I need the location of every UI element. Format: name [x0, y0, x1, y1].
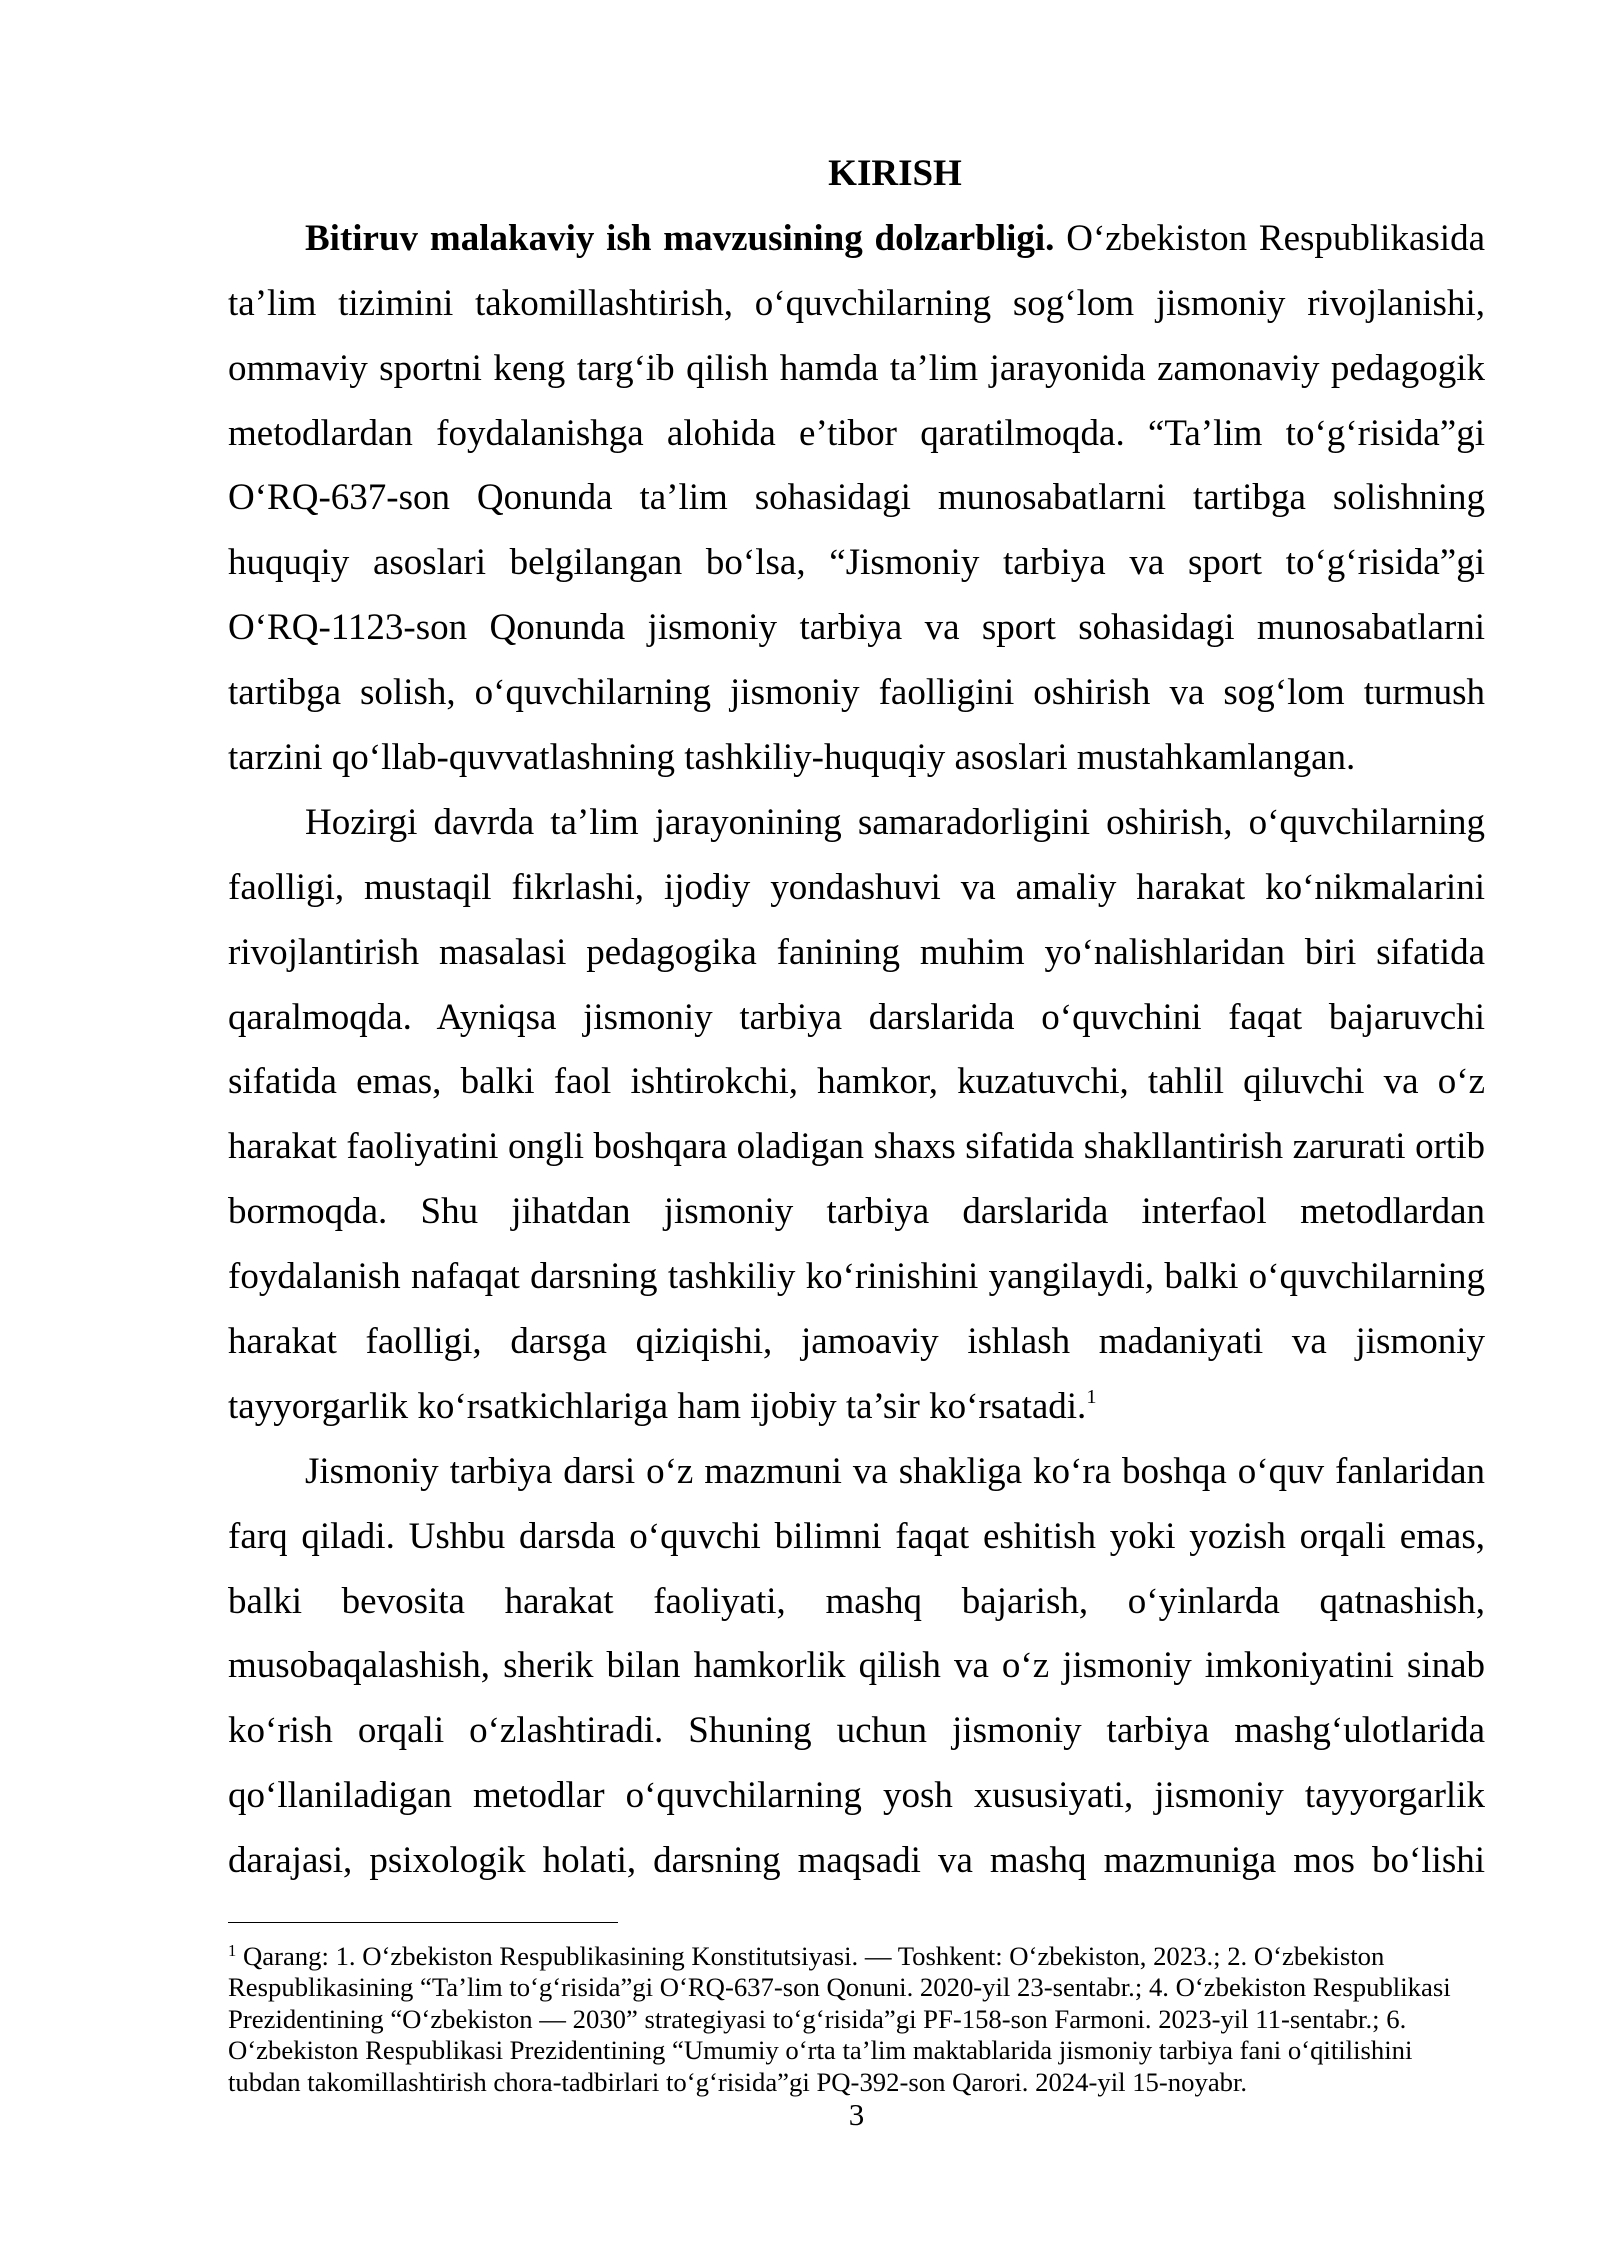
main-text: [228, 142, 1485, 1894]
footnote-line-2: Respublikasining “Ta’lim to‘g‘risida”gi O‘RQ-637-son Qonuni. 2020-yil 23-sentabr.; 4. O‘zbekiston Respublikasi: [228, 1972, 1451, 2003]
paragraph-1-line-7: O‘RQ-1123-son Qonunda jismoniy tarbiya va sport sohasidagi munosabatlarni: [228, 607, 1485, 649]
paragraph-2-line-5: sifatida emas, balki faol ishtirokchi, hamkor, kuzatuvchi, tahlil qiluvchi va o‘z: [228, 1061, 1485, 1103]
paragraph-3-line-3: balki bevosita harakat faoliyati, mashq bajarish, o‘yinlarda qatnashish,: [228, 1580, 1485, 1622]
paragraph-1-line-3: ommaviy sportni keng targ‘ib qilish hamda ta’lim jarayonida zamonaviy pedagogik: [228, 347, 1485, 389]
paragraph-2: [228, 791, 1485, 1440]
paragraph-3-line-2: farq qiladi. Ushbu darsda o‘quvchi bilimni faqat eshitish yoki yozish orqali emas,: [228, 1515, 1485, 1557]
footnote-separator: [228, 1922, 618, 1923]
paragraph-3-line-6: qo‘llaniladigan metodlar o‘quvchilarning yosh xususiyati, jismoniy tayyorgarlik: [228, 1775, 1485, 1817]
footnote-marker: 1: [228, 1940, 237, 1960]
paragraph-2-line-3: rivojlantirish masalasi pedagogika fanining muhim yo‘nalishlaridan biri sifatida: [228, 931, 1485, 973]
paragraph-2-line-8: foydalanish nafaqat darsning tashkiliy ko‘rinishini yangilaydi, balki o‘quvchilarning: [228, 1256, 1485, 1298]
footnote-line-3: Prezidentining “O‘zbekiston — 2030” strategiyasi to‘g‘risida”gi PF-158-son Farmoni. 2023-yil 11-sentabr.; 6.: [228, 2003, 1407, 2034]
paragraph-2-line-7: bormoqda. Shu jihatdan jismoniy tarbiya darslarida interfaol metodlardan: [228, 1191, 1485, 1233]
paragraph-2-line-4: qaralmoqda. Ayniqsa jismoniy tarbiya darslarida o‘quvchini faqat bajaruvchi: [228, 996, 1485, 1038]
paragraph-1-line-9: tarzini qo‘llab-quvvatlashning tashkiliy-huquqiy asoslari mustahkamlangan.: [228, 737, 1356, 779]
footnote-reference: 1: [1086, 1385, 1097, 1408]
paragraph-3-line-5: ko‘rish orqali o‘zlashtiradi. Shuning uchun jismoniy tarbiya mashg‘ulotlarida: [228, 1710, 1485, 1752]
paragraph-1: [228, 207, 1485, 791]
paragraph-1-line-6: huquqiy asoslari belgilangan bo‘lsa, “Jismoniy tarbiya va sport to‘g‘risida”gi: [228, 542, 1485, 584]
footnote-line-1: [228, 1941, 1485, 1972]
page-number: 3: [848, 2097, 865, 2132]
footnote-line-1-text: Qarang: 1. O‘zbekiston Respublikasining Konstitutsiyasi. — Toshkent: O‘zbekiston, 2023.; 2. O‘zbekiston: [242, 1941, 1385, 1971]
footnote-line-5: tubdan takomillashtirish chora-tadbirlari to‘g‘risida”gi PQ-392-son Qarori. 2024-yil 15-noyabr.: [228, 2066, 1248, 2097]
paragraph-2-line-1: Hozirgi davrda ta’lim jarayonining samaradorligini oshirish, o‘quvchilarning: [305, 801, 1485, 843]
paragraph-1-line-2: ta’lim tizimini takomillashtirish, o‘quvchilarning sog‘lom jismoniy rivojlanishi,: [228, 282, 1485, 324]
footnote-line-4: O‘zbekiston Respublikasi Prezidentining “Umumiy o‘rta ta’lim maktablarida jismoniy tarbiya fani o‘qitilishini: [228, 2035, 1413, 2066]
paragraph-1-line-4: metodlardan foydalanishga alohida e’tibor qaratilmoqda. “Ta’lim to‘g‘risida”gi: [228, 412, 1485, 454]
paragraph-1-line-8: tartibga solish, o‘quvchilarning jismoniy faolligini oshirish va sog‘lom turmush: [228, 672, 1485, 714]
paragraph-3-line-7: darajasi, psixologik holati, darsning maqsadi va mashq mazmuniga mos bo‘lishi: [228, 1840, 1485, 1882]
paragraph-2-line-9: harakat faolligi, darsga qiziqishi, jamoaviy ishlash madaniyati va jismoniy: [228, 1321, 1485, 1363]
paragraph-2-line-10: [228, 1375, 1485, 1440]
section-lead-bold: Bitiruv malakaviy ish mavzusining dolzarbligi.: [305, 217, 1055, 259]
paragraph-1-line-1-text: O‘zbekiston Respublikasida: [1066, 217, 1485, 259]
footnote: [228, 1941, 1485, 2098]
paragraph-2-line-2: faolligi, mustaqil fikrlashi, ijodiy yondashuvi va amaliy harakat ko‘nikmalarini: [228, 866, 1485, 908]
paragraph-1-line-1: [228, 207, 1485, 272]
section-heading: KIRISH: [828, 153, 962, 194]
paragraph-2-line-6: harakat faoliyatini ongli boshqara oladigan shaxs sifatida shakllantirish zarurati ortib: [228, 1126, 1485, 1168]
paragraph-3-line-1: Jismoniy tarbiya darsi o‘z mazmuni va shakliga ko‘ra boshqa o‘quv fanlaridan: [305, 1450, 1485, 1492]
paragraph-3: [228, 1440, 1485, 1894]
paragraph-1-line-5: O‘RQ-637-son Qonunda ta’lim sohasidagi munosabatlarni tartibga solishning: [228, 477, 1485, 519]
paragraph-2-line-10-text: tayyorgarlik ko‘rsatkichlariga ham ijobiy ta’sir ko‘rsatadi.: [228, 1385, 1087, 1427]
paragraph-3-line-4: musobaqalashish, sherik bilan hamkorlik qilish va o‘z jismoniy imkoniyatini sinab: [228, 1645, 1485, 1687]
